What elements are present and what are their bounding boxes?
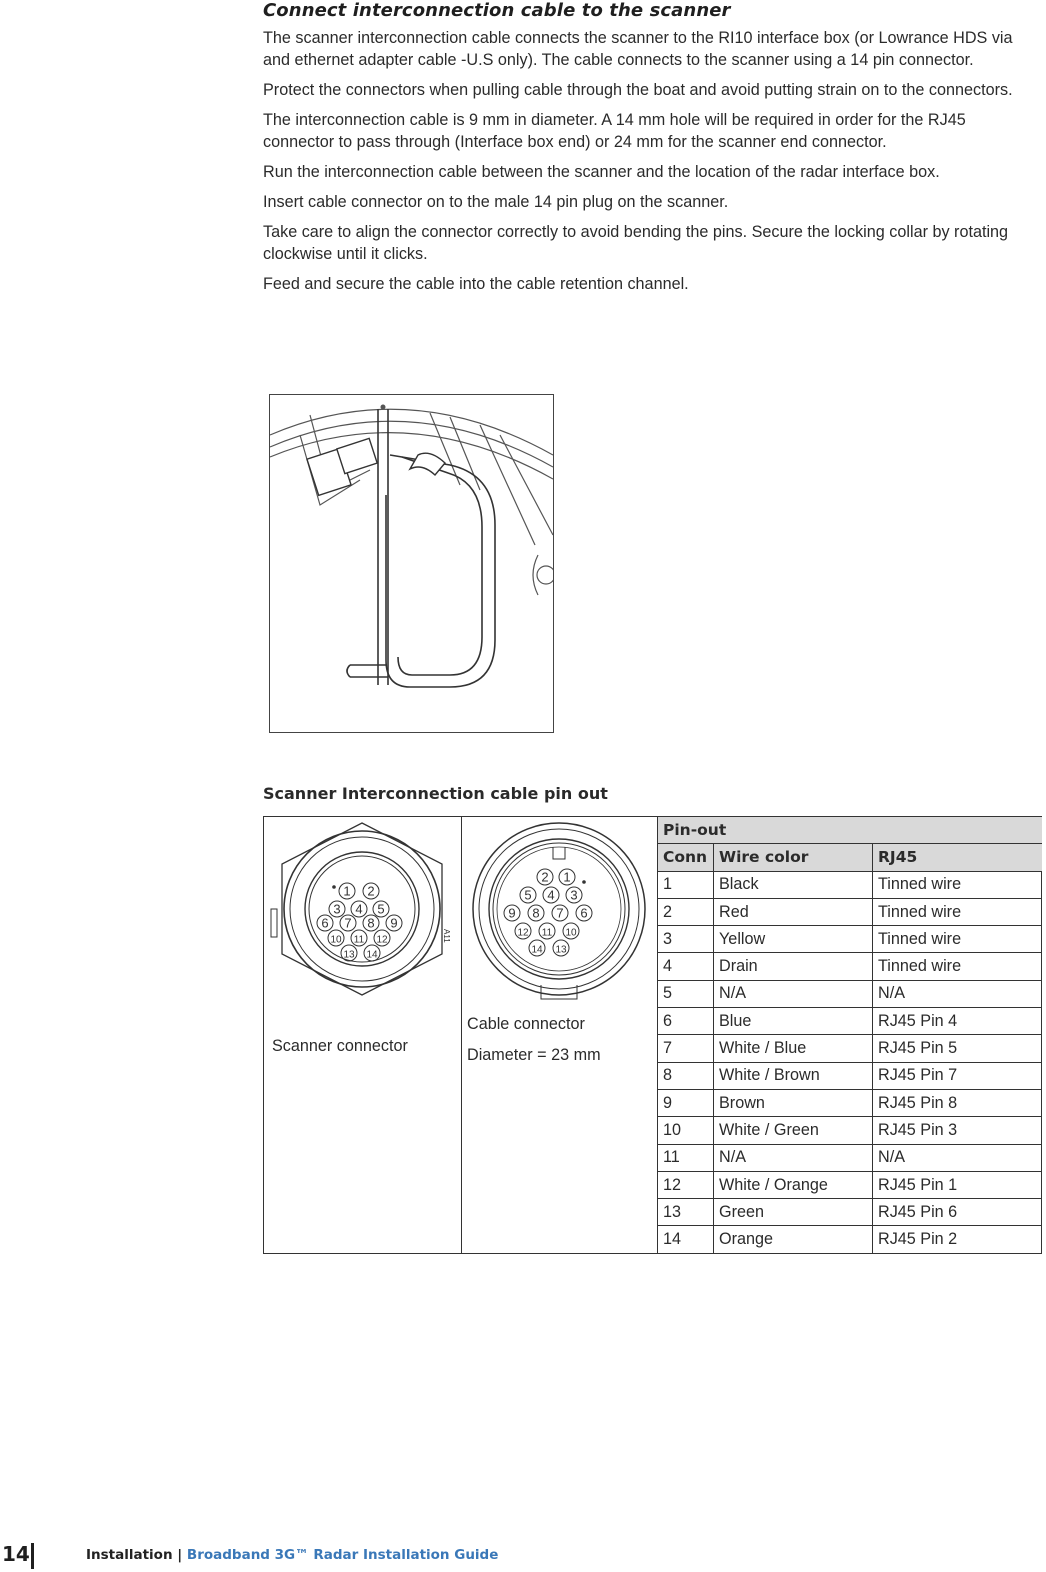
table-row <box>658 980 1043 1007</box>
connector-pin-label: 3 <box>333 901 341 917</box>
conn-cell: 10 <box>658 1117 714 1144</box>
rj45-cell: N/A <box>873 980 1043 1007</box>
connector-pin-label: 5 <box>524 887 532 903</box>
scanner-connector-caption: Scanner connector <box>272 1037 408 1055</box>
rj45-cell: RJ45 Pin 5 <box>873 1035 1043 1062</box>
conn-cell: 14 <box>658 1226 714 1253</box>
pinout-panel <box>263 816 1042 1254</box>
pinout-section-title: Scanner Interconnection cable pin out <box>263 784 608 803</box>
connector-pin-label: 8 <box>367 915 375 931</box>
wire-color-cell: Yellow <box>714 926 873 953</box>
rj45-cell: RJ45 Pin 7 <box>873 1062 1043 1089</box>
conn-cell: 11 <box>658 1144 714 1171</box>
rj45-cell: RJ45 Pin 1 <box>873 1171 1043 1198</box>
rj45-cell: RJ45 Pin 8 <box>873 1089 1043 1116</box>
wire-color-cell: White / Green <box>714 1117 873 1144</box>
table-row <box>658 871 1043 898</box>
connector-pin-label: 6 <box>321 915 329 931</box>
connector-pin-label: 1 <box>563 869 571 885</box>
wire-color-cell: Brown <box>714 1089 873 1116</box>
connector-pin-label: 12 <box>517 927 529 939</box>
cable-connector-cell <box>461 817 658 1253</box>
connector-pin-label: 10 <box>565 927 577 939</box>
connector-pin-label: 11 <box>541 927 553 939</box>
paragraph: Feed and secure the cable into the cable retention channel. <box>263 275 689 293</box>
conn-cell: 13 <box>658 1199 714 1226</box>
table-row <box>658 1171 1043 1198</box>
table-row <box>658 1008 1043 1035</box>
column-header-conn: Conn <box>658 844 714 871</box>
table-body <box>658 871 1043 1253</box>
connector-pin-label: 9 <box>508 905 516 921</box>
footer-guide-title: Broadband 3G™ Radar Installation Guide <box>186 1547 499 1563</box>
cable-connector-icon <box>461 817 657 1012</box>
cable-connector-caption: Cable connector <box>467 1015 585 1033</box>
cable-diameter-note: Diameter = 23 mm <box>467 1046 601 1064</box>
paragraph: Run the interconnection cable between the scanner and the location of the radar interface box. <box>263 163 940 181</box>
instructions <box>263 27 1041 303</box>
rj45-cell: Tinned wire <box>873 871 1043 898</box>
wire-color-cell: White / Orange <box>714 1171 873 1198</box>
connector-pin-label: 7 <box>556 905 564 921</box>
page-footer <box>0 1542 1046 1572</box>
conn-cell: 7 <box>658 1035 714 1062</box>
table-row <box>658 926 1043 953</box>
connector-pin-label: 4 <box>547 887 555 903</box>
connector-pin-label: 2 <box>541 869 549 885</box>
table-row <box>658 953 1043 980</box>
wire-color-cell: White / Blue <box>714 1035 873 1062</box>
footer-separator: | <box>177 1547 183 1563</box>
scanner-pin-group <box>317 883 402 961</box>
wire-color-cell: White / Brown <box>714 1062 873 1089</box>
connector-pin-label: 2 <box>367 883 375 899</box>
connector-pin-label: 13 <box>555 944 567 956</box>
cable-installation-illustration <box>269 394 554 733</box>
wire-color-cell: Green <box>714 1199 873 1226</box>
page-number-divider <box>31 1543 34 1569</box>
connector-pin-label: 7 <box>344 915 352 931</box>
paragraph: Protect the connectors when pulling cable through the boat and avoid putting strain on to the connectors. <box>263 81 1013 99</box>
paragraph: The interconnection cable is 9 mm in diameter. A 14 mm hole will be required in order for the RJ45 connector to pass through (Interface box end) or 24 mm for the scanner end connector. <box>263 111 966 151</box>
table-row <box>658 898 1043 925</box>
table-row <box>658 1226 1043 1253</box>
table-title: Pin-out <box>658 817 1043 844</box>
conn-cell: 4 <box>658 953 714 980</box>
connector-pin-label: 9 <box>390 915 398 931</box>
connector-pin-label: 8 <box>532 905 540 921</box>
table-row <box>658 1199 1043 1226</box>
conn-cell: 1 <box>658 871 714 898</box>
column-header-rj45: RJ45 <box>873 844 1043 871</box>
rj45-cell: RJ45 Pin 4 <box>873 1008 1043 1035</box>
connector-pin-label: 1 <box>343 883 351 899</box>
rj45-cell: RJ45 Pin 3 <box>873 1117 1043 1144</box>
wire-color-cell: Red <box>714 898 873 925</box>
section-title: Connect interconnection cable to the scanner <box>263 0 731 21</box>
conn-cell: 9 <box>658 1089 714 1116</box>
table-row <box>658 1117 1043 1144</box>
connector-pin-label: 5 <box>377 901 385 917</box>
paragraph: Take care to align the connector correctly to avoid bending the pins. Secure the locking collar by rotating clockwise until it clicks. <box>263 223 1009 263</box>
rj45-cell: RJ45 Pin 2 <box>873 1226 1043 1253</box>
connector-pin-label: 6 <box>580 905 588 921</box>
connector-pin-label: 14 <box>366 949 378 961</box>
conn-cell: 5 <box>658 980 714 1007</box>
cable-pin-group <box>504 869 592 956</box>
table-row <box>658 1062 1043 1089</box>
footer-text <box>86 1547 498 1563</box>
conn-cell: 12 <box>658 1171 714 1198</box>
connector-pin-label: 4 <box>355 901 363 917</box>
rj45-cell: N/A <box>873 1144 1043 1171</box>
conn-cell: 2 <box>658 898 714 925</box>
scanner-connector-cell <box>264 817 462 1253</box>
connector-pin-label: 14 <box>531 944 543 956</box>
connector-pin-label: 13 <box>343 949 355 961</box>
conn-cell: 8 <box>658 1062 714 1089</box>
paragraph: The scanner interconnection cable connects the scanner to the RI10 interface box (or Lowrance HDS via and ethernet adapter cable -U.S only). The cable connects to the scanner using a 14 pin connector. <box>263 29 1013 69</box>
footer-section: Installation <box>86 1547 173 1563</box>
scanner-connector-icon <box>264 817 461 1017</box>
wire-color-cell: Blue <box>714 1008 873 1035</box>
scanner-side-mark: A11 <box>442 929 451 943</box>
pinout-table <box>657 817 1042 1254</box>
wire-color-cell: Orange <box>714 1226 873 1253</box>
connector-pin-label: 11 <box>353 934 365 946</box>
table-row <box>658 1089 1043 1116</box>
rj45-cell: Tinned wire <box>873 898 1043 925</box>
table-header-row <box>658 844 1043 871</box>
table-row <box>658 1144 1043 1171</box>
connector-pin-label: 10 <box>330 934 342 946</box>
rj45-cell: Tinned wire <box>873 926 1043 953</box>
wire-color-cell: Drain <box>714 953 873 980</box>
table-row <box>658 1035 1043 1062</box>
scanner-cable-drawing <box>270 395 553 732</box>
connector-pin-label: 12 <box>376 934 388 946</box>
page-number: 14 <box>2 1542 30 1566</box>
connector-pin-label: 3 <box>570 887 578 903</box>
wire-color-cell: N/A <box>714 1144 873 1171</box>
rj45-cell: Tinned wire <box>873 953 1043 980</box>
paragraph: Insert cable connector on to the male 14 pin plug on the scanner. <box>263 193 729 211</box>
wire-color-cell: N/A <box>714 980 873 1007</box>
column-header-wire-color: Wire color <box>714 844 873 871</box>
conn-cell: 6 <box>658 1008 714 1035</box>
table-title-row <box>658 817 1043 844</box>
wire-color-cell: Black <box>714 871 873 898</box>
rj45-cell: RJ45 Pin 6 <box>873 1199 1043 1226</box>
conn-cell: 3 <box>658 926 714 953</box>
